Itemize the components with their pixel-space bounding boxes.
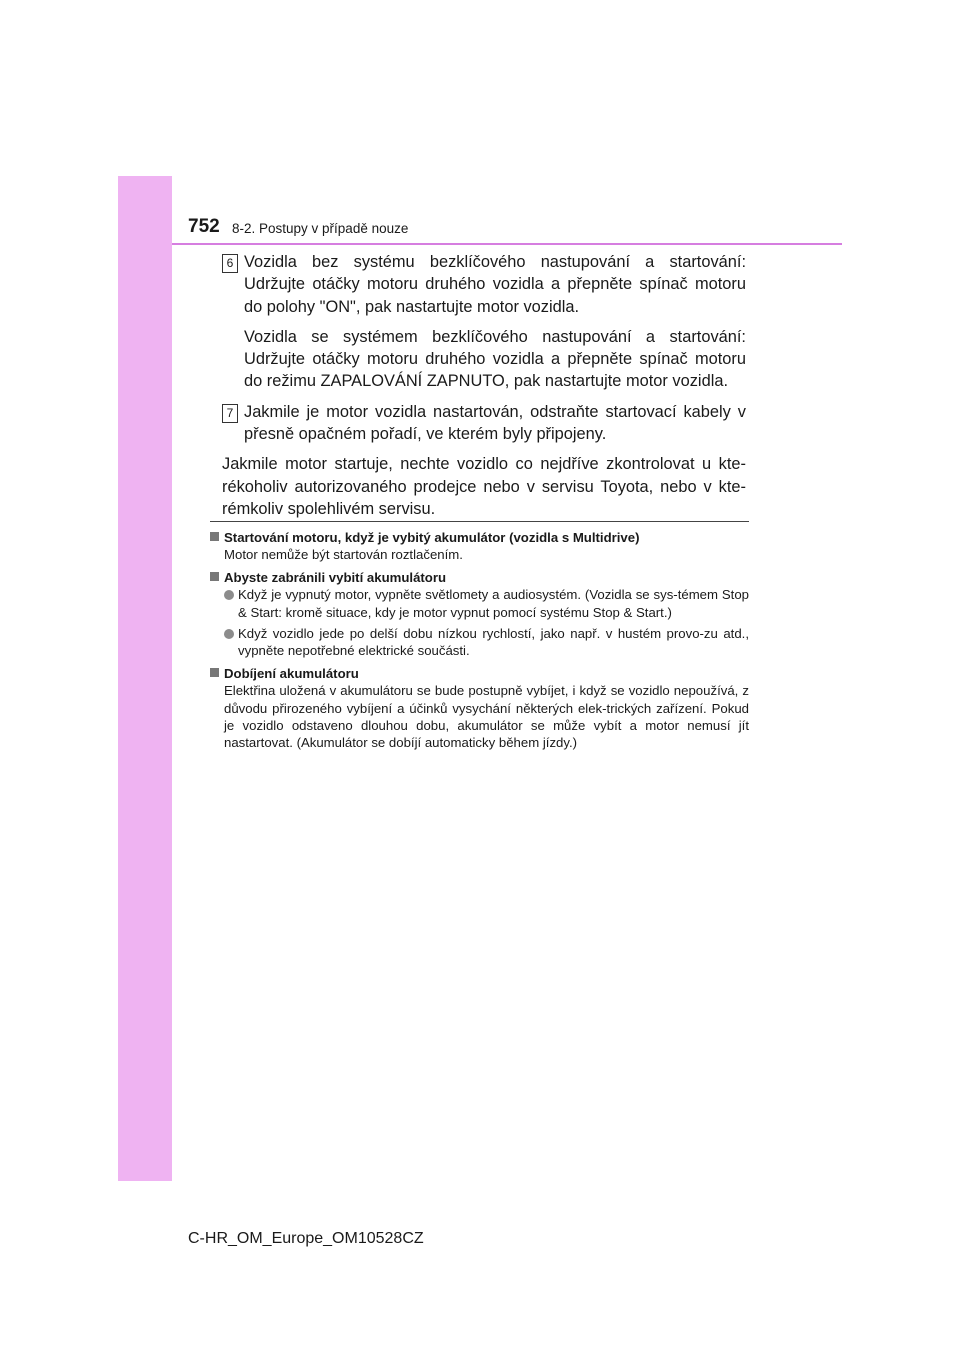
note-heading-text: Dobíjení akumulátoru — [224, 665, 359, 681]
note-heading-text: Startování motoru, když je vybitý akumulátor (vozidla s Multidrive) — [224, 530, 640, 545]
round-bullet-icon — [224, 629, 234, 639]
closing-paragraph: Jakmile motor startuje, nechte vozidlo co nejdříve zkontrolovat u kte-rékoholiv autorizovaného prodejce nebo v servisu Toyota, nebo v kte-rémkoliv spolehlivém servisu. — [222, 455, 746, 518]
note-multidrive — [210, 529, 749, 564]
step-number-badge: 6 — [222, 254, 238, 273]
step-number-badge: 7 — [222, 404, 238, 423]
section-title: 8-2. Postupy v případě nouze — [232, 221, 409, 236]
note-heading-text: Abyste zabránili vybití akumulátoru — [224, 569, 447, 585]
footer-doc-id: C-HR_OM_Europe_OM10528CZ — [188, 1230, 424, 1247]
step-7 — [222, 401, 746, 446]
step-6 — [222, 251, 746, 393]
note-battery-charging — [210, 665, 749, 752]
note-heading — [210, 529, 749, 546]
note-battery-discharge — [210, 569, 749, 660]
note-heading — [210, 665, 749, 682]
page-number: 752 — [188, 216, 220, 237]
list-item — [210, 586, 749, 621]
list-item — [210, 625, 749, 660]
square-bullet-icon — [210, 532, 219, 541]
note-heading — [210, 569, 749, 586]
list-item-text: Když je vypnutý motor, vypněte světlomety a audiosystém. (Vozidla se sys-témem Stop & Start: kromě situace, kdy je motor vypnut pomocí systému Stop & Start.) — [238, 587, 749, 620]
step-paragraph: Vozidla bez systému bezklíčového nastupování a startování: Udržujte otáčky motoru druhého vozidla a přepněte spínač motoru do polohy "ON", pak nastartujte motor vozidla. — [244, 253, 746, 316]
main-content — [222, 251, 746, 520]
note-body: Elektřina uložená v akumulátoru se bude postupně vybíjet, i když se vozidlo nepoužívá, z důvodu přirozeného vybíjení a účinků vysychání některých elek-trických zařízení. Pokud je vozidlo odstaveno dlouhou dobu, akumulátor se může vybít a motor nemusí jít nastartovat. (Akumulátor se dobíjí automaticky během jízdy.) — [224, 683, 749, 751]
header-rule — [172, 243, 842, 245]
square-bullet-icon — [210, 572, 219, 581]
notes-section — [210, 529, 749, 757]
notes-divider — [210, 521, 749, 522]
list-item-text: Když vozidlo jede po delší dobu nízkou rychlostí, jako např. v hustém provo-zu atd., vypněte nepotřebné elektrické součásti. — [238, 626, 749, 659]
square-bullet-icon — [210, 668, 219, 677]
note-body: Motor nemůže být startován roztlačením. — [224, 547, 463, 563]
round-bullet-icon — [224, 590, 234, 600]
step-paragraph: Jakmile je motor vozidla nastartován, odstraňte startovací kabely v přesně opačném pořadí, ve kterém byly připojeny. — [244, 402, 746, 444]
side-color-band — [118, 176, 172, 1181]
step-paragraph: Vozidla se systémem bezklíčového nastupování a startování: Udržujte otáčky motoru druhého vozidla a přepněte spínač motoru do režimu ZAPALOVÁNÍ ZAPNUTO, pak nastartujte motor vozidla. — [244, 327, 746, 391]
